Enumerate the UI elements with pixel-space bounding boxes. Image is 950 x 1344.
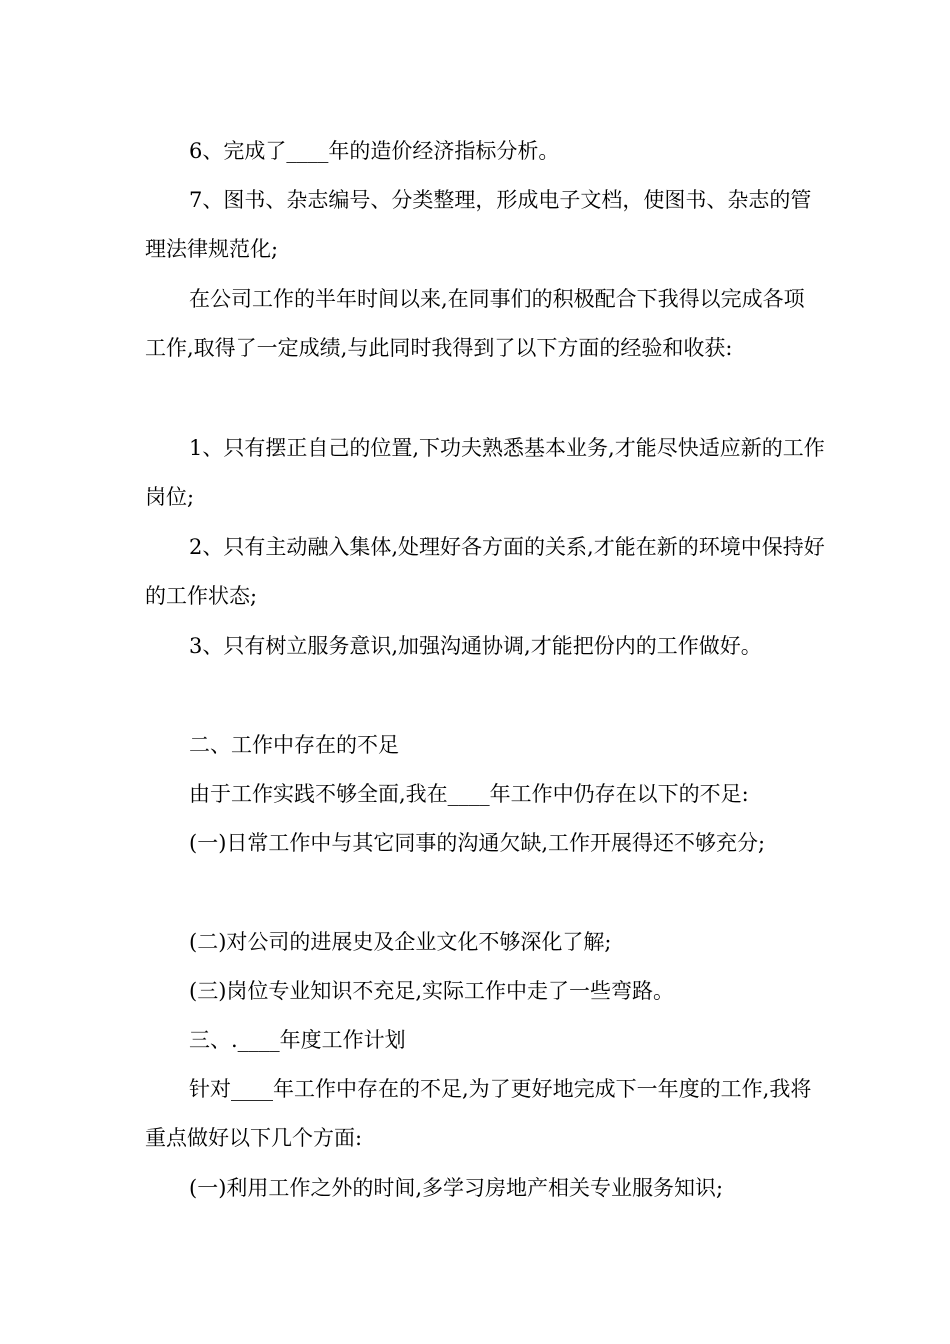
paragraph-experience-intro: 在公司工作的半年时间以来,在同事们的积极配合下我得以完成各项工作,取得了一定成绩,与此同时我得到了以下方面的经验和收获:: [145, 287, 805, 360]
section-heading-shortcomings: 二、工作中存在的不足: [189, 733, 399, 757]
paragraph-item-7: 7、图书、杂志编号、分类整理，形成电子文档，使图书、杂志的管理法律规范化;: [145, 188, 812, 261]
paragraph-experience-1: 1、只有摆正自己的位置,下功夫熟悉基本业务,才能尽快适应新的工作岗位;: [145, 436, 825, 509]
paragraph-experience-3: 3、只有树立服务意识,加强沟通协调,才能把份内的工作做好。: [189, 634, 762, 658]
paragraph-item-6: 6、完成了____年的造价经济指标分析。: [189, 139, 560, 163]
section-heading-plan: 三、.____年度工作计划: [189, 1028, 406, 1052]
paragraph-shortcoming-2: (二)对公司的进展史及企业文化不够深化了解;: [189, 930, 612, 954]
paragraph-shortcoming-3: (三)岗位专业知识不充足,实际工作中走了一些弯路。: [189, 979, 675, 1003]
paragraph-experience-2: 2、只有主动融入集体,处理好各方面的关系,才能在新的环境中保持好的工作状态;: [145, 535, 825, 608]
paragraph-plan-1: (一)利用工作之外的时间,多学习房地产相关专业服务知识;: [189, 1176, 724, 1200]
paragraph-plan-intro: 针对____年工作中存在的不足,为了更好地完成下一年度的工作,我将重点做好以下几个方面:: [145, 1077, 812, 1150]
paragraph-shortcoming-1: (一)日常工作中与其它同事的沟通欠缺,工作开展得还不够充分;: [189, 831, 766, 855]
paragraph-shortcomings-intro: 由于工作实践不够全面,我在____年工作中仍存在以下的不足:: [189, 782, 749, 806]
